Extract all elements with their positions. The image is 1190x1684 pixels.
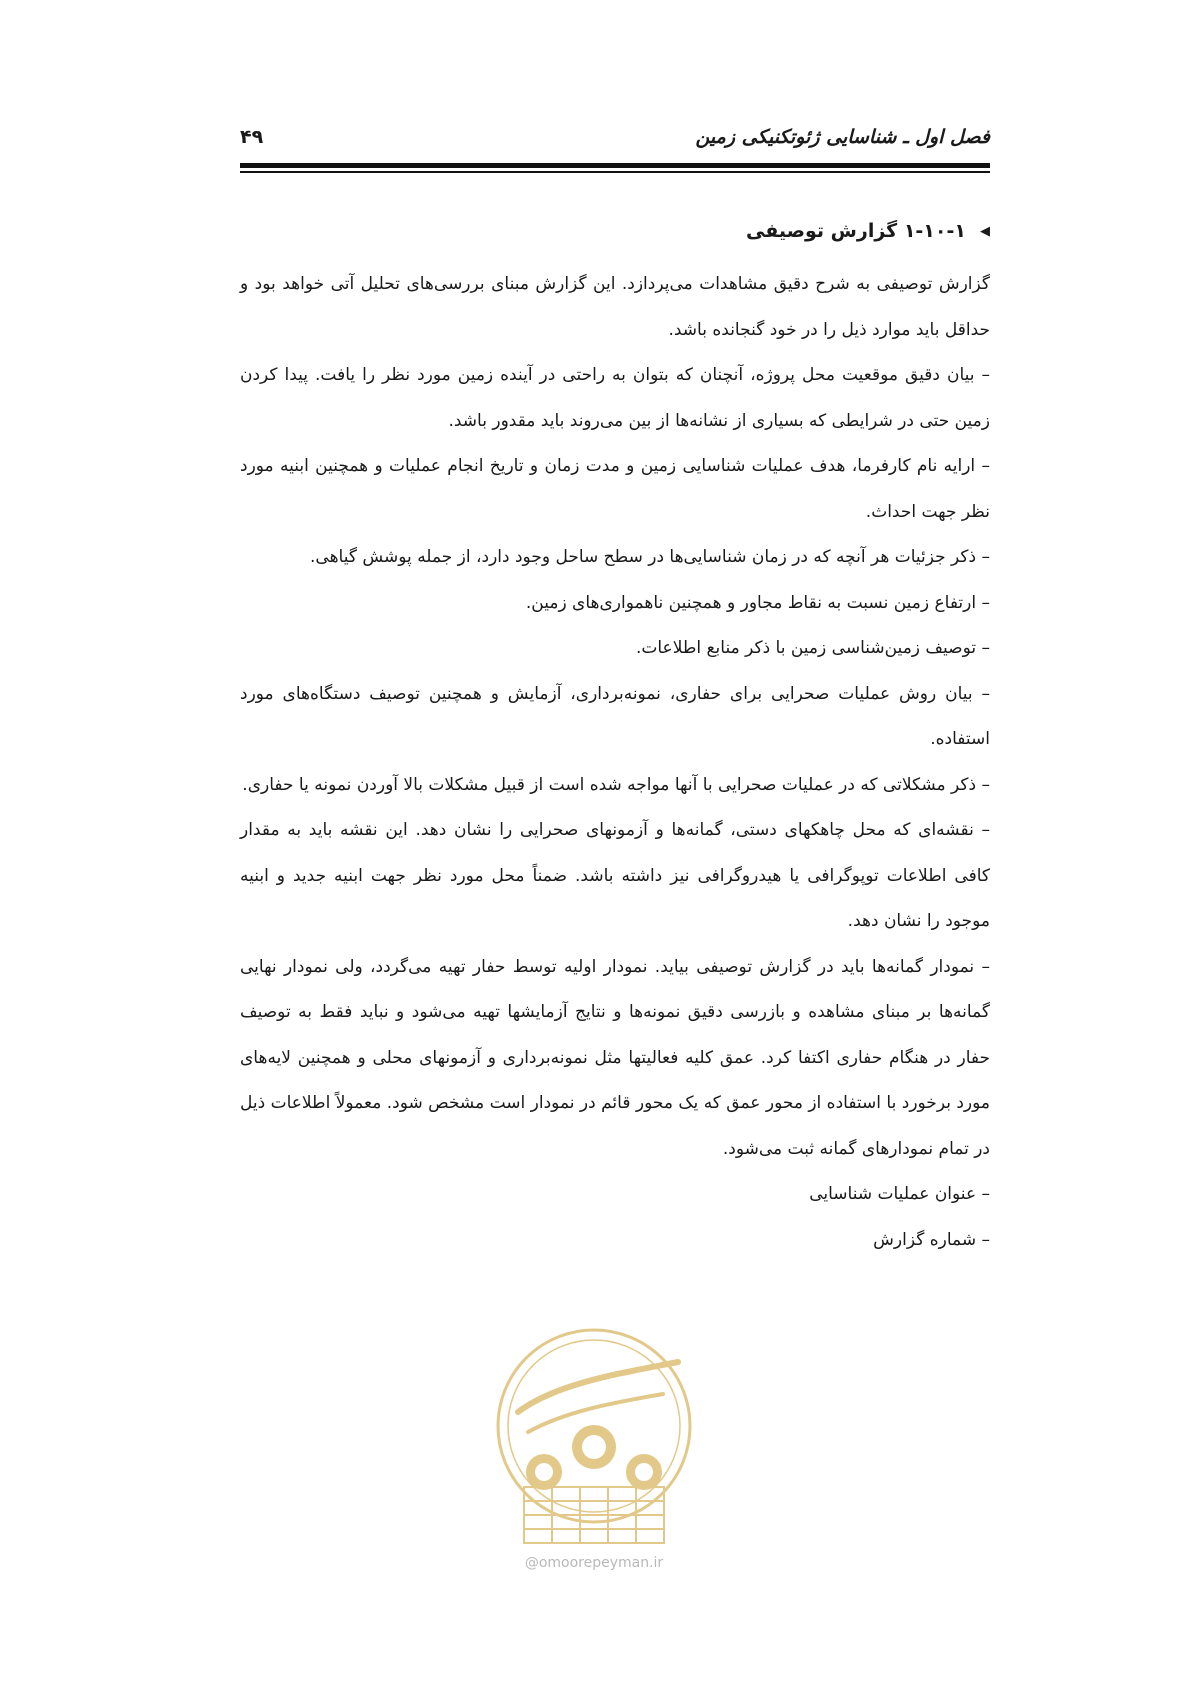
page-number: ۴۹ <box>240 126 264 148</box>
list-item-surface-details: – ذکر جزئیات هر آنچه که در زمان شناسایی‌ها در سطح ساحل وجود دارد، از جمله پوشش گیاهی. <box>310 547 990 567</box>
section-heading <box>746 220 990 242</box>
list-item-client: – ارایه نام کارفرما، هدف عملیات شناسایی زمین و مدت زمان و تاریخ انجام عملیات و همچنین ابنیه مورد نظر جهت احداث. <box>240 456 990 522</box>
section-body <box>240 262 990 1263</box>
list-item-field-methods: – بیان روش عملیات صحرایی برای حفاری، نمونه‌برداری، آزمایش و همچنین توصیف دستگاه‌های مورد استفاده. <box>240 683 990 749</box>
section-number: ۱-۱۰-۱ <box>903 220 966 242</box>
paragraph-intro: گزارش توصیفی به شرح دقیق مشاهدات می‌پردازد. این گزارش مبنای بررسی‌های تحلیل آتی خواهد بود و حداقل باید موارد ذیل را در خود گنجانده باشد. <box>240 274 990 340</box>
list-item-map: – نقشه‌ای که محل چاهکهای دستی، گمانه‌ها و آزمونهای صحرایی را نشان دهد. این نقشه باید به مقدار کافی اطلاعات توپوگرافی یا هیدروگرافی نیز داشته باشد. ضمناً محل مورد نظر جهت ابنیه جدید و ابنیه موجود را نشان دهد. <box>240 820 990 931</box>
list-item-borehole-logs: – نمودار گمانه‌ها باید در گزارش توصیفی بیاید. نمودار اولیه توسط حفار تهیه می‌گردد، ولی نمودار نهایی گمانه‌ها بر مبنای مشاهده و بازرسی دقیق نمونه‌ها و نتایج آزمایشها تهیه می‌شود و نباید فقط به توصیف حفار در هنگام حفاری اکتفا کرد. عمق کلیه فعالیتها مثل نمونه‌برداری و آزمونهای محلی و همچنین لایه‌های مورد برخورد با استفاده از محور عمق که یک محور قائم در نمودار است مشخص شود. معمولاً اطلاعات ذیل در تمام نمودارهای گمانه ثبت می‌شود. <box>240 956 990 1159</box>
list-item-geology: – توصیف زمین‌شناسی زمین با ذکر منابع اطلاعات. <box>635 638 990 658</box>
page-header <box>240 126 990 156</box>
list-item-operation-title: – عنوان عملیات شناسایی <box>809 1184 990 1204</box>
list-item-elevation: – ارتفاع زمین نسبت به نقاط مجاور و همچنین ناهمواری‌های زمین. <box>525 592 990 613</box>
watermark-logo <box>488 1322 700 1554</box>
header-rule-thin <box>240 171 990 173</box>
chapter-title: فصل اول ـ شناسایی ژئوتکنیکی زمین <box>695 126 990 148</box>
header-rule-thick <box>240 163 990 168</box>
watermark-site: @omoorepeyman.ir <box>524 1555 664 1571</box>
list-item-location: – بیان دقیق موقعیت محل پروژه، آنچنان که بتوان به راحتی در آینده زمین مورد نظر را یافت. پیدا کردن زمین حتی در شرایطی که بسیاری از نشانه‌ها از بین می‌روند باید مقدور باشد. <box>240 365 990 431</box>
bullet-triangle-icon: ◀ <box>980 224 990 239</box>
section-title: گزارش توصیفی <box>745 220 898 242</box>
list-item-field-problems: – ذکر مشکلاتی که در عملیات صحرایی با آنها مواجه شده است از قبیل مشکلات بالا آوردن نمونه یا حفاری. <box>242 774 990 795</box>
list-item-report-number: – شماره گزارش <box>873 1229 990 1250</box>
